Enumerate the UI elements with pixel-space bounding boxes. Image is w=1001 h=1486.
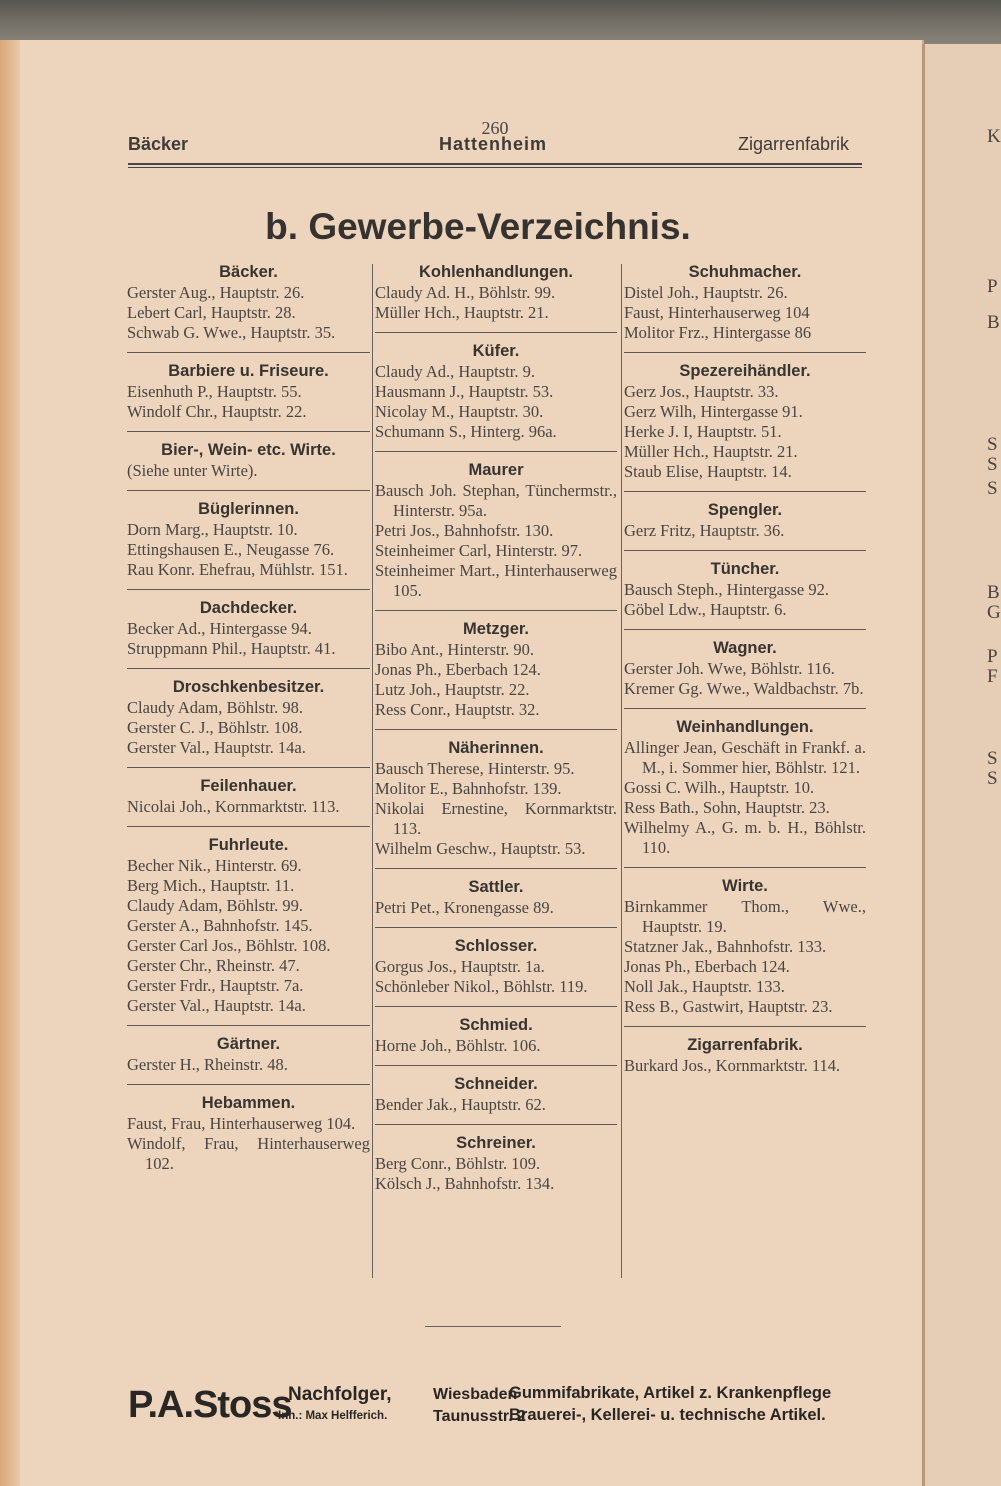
section-divider — [624, 550, 866, 551]
trade-heading: Metzger. — [462, 620, 530, 638]
section-divider — [624, 352, 866, 353]
directory-entry: Gerster C. J., Böhlstr. 108. — [127, 718, 303, 737]
section-divider — [127, 826, 370, 827]
trade-section — [127, 598, 370, 659]
directory-entry: Lutz Joh., Hauptstr. 22. — [375, 680, 530, 699]
trade-heading: Hebammen. — [201, 1094, 296, 1112]
section-divider — [375, 927, 617, 928]
ad-firm: P.A.Stoss — [128, 1384, 292, 1426]
section-divider — [127, 1084, 370, 1085]
directory-entry: Noll Jak., Hauptstr. 133. — [624, 977, 785, 996]
trade-column-2 — [375, 262, 617, 1194]
trade-section — [375, 460, 617, 601]
directory-entry: Bausch Joh. Stephan, Tünchermstr., Hinterstr. 95a. — [375, 481, 617, 520]
section-divider — [127, 490, 370, 491]
directory-entry: Windolf, Frau, Hinterhauserweg 102. — [127, 1134, 370, 1173]
directory-entry: Gerster Val., Hauptstr. 14a. — [127, 738, 306, 757]
section-divider — [127, 767, 370, 768]
directory-entry: Jonas Ph., Eberbach 124. — [375, 660, 541, 679]
directory-entry: Wilhelm Geschw., Hauptstr. 53. — [375, 839, 586, 858]
directory-entry: Gerster Frdr., Hauptstr. 7a. — [127, 976, 304, 995]
trade-section — [375, 877, 617, 918]
trade-section — [375, 341, 617, 442]
directory-entry: Molitor Frz., Hintergasse 86 — [624, 323, 812, 342]
trade-column-3 — [624, 262, 866, 1076]
directory-entry: Petri Pet., Kronengasse 89. — [375, 898, 554, 917]
directory-entry: Windolf Chr., Hauptstr. 22. — [127, 402, 307, 421]
trade-heading: Zigarrenfabrik. — [687, 1036, 803, 1054]
column-divider — [621, 264, 622, 1278]
trade-heading: Gärtner. — [216, 1035, 281, 1053]
trade-heading: Spengler. — [707, 501, 783, 519]
trade-section — [375, 1074, 617, 1115]
adjacent-page-letter: G — [987, 602, 1001, 623]
directory-entry: Gerster A., Bahnhofstr. 145. — [127, 916, 313, 935]
directory-entry: (Siehe unter Wirte). — [127, 461, 258, 480]
header-right: Zigarrenfabrik — [738, 134, 850, 154]
section-divider — [127, 1025, 370, 1026]
directory-entry: Lebert Carl, Hauptstr. 28. — [127, 303, 296, 322]
directory-entry: Faust, Frau, Hinterhauserweg 104. — [127, 1114, 356, 1133]
directory-entry: Steinheimer Mart., Hinterhauserweg 105. — [375, 561, 617, 600]
ad-street: Taunusstr. 2 — [433, 1408, 527, 1425]
section-divider — [375, 1006, 617, 1007]
directory-entry: Schumann S., Hinterg. 96a. — [375, 422, 557, 441]
directory-entry: Göbel Ldw., Hauptstr. 6. — [624, 600, 787, 619]
directory-entry: Eisenhuth P., Hauptstr. 55. — [127, 382, 302, 401]
directory-entry: Gerster Chr., Rheinstr. 47. — [127, 956, 300, 975]
book-edge — [0, 0, 1001, 44]
trade-heading: Droschkenbesitzer. — [172, 678, 325, 696]
directory-entry: Ettingshausen E., Neugasse 76. — [127, 540, 335, 559]
directory-entry: Gerster Joh. Wwe, Böhlstr. 116. — [624, 659, 835, 678]
section-divider — [375, 1065, 617, 1066]
trade-section — [624, 559, 866, 620]
section-divider — [375, 610, 617, 611]
directory-entry: Distel Joh., Hauptstr. 26. — [624, 283, 788, 302]
directory-entry: Birnkammer Thom., Wwe., Hauptstr. 19. — [624, 897, 866, 936]
directory-entry: Gerster Aug., Hauptstr. 26. — [127, 283, 305, 302]
trade-heading: Maurer — [468, 461, 524, 479]
adjacent-page-letter: P — [987, 646, 998, 667]
trade-heading: Wirte. — [722, 877, 768, 895]
section-divider — [624, 1026, 866, 1027]
section-divider — [127, 431, 370, 432]
section-divider — [127, 352, 370, 353]
directory-entry: Claudy Ad. H., Böhlstr. 99. — [375, 283, 556, 302]
directory-entry: Statzner Jak., Bahnhofstr. 133. — [624, 937, 827, 956]
trade-heading: Schmied. — [459, 1016, 533, 1034]
ad-products-2: Brauerei-, Kellerei- u. technische Artikel. — [509, 1406, 826, 1424]
trade-heading: Dachdecker. — [199, 599, 298, 617]
adjacent-page-letter: S — [987, 454, 998, 475]
directory-entry: Kremer Gg. Wwe., Waldbachstr. 7b. — [624, 679, 864, 698]
trade-heading: Bäcker. — [219, 263, 278, 281]
directory-entry: Kölsch J., Bahnhofstr. 134. — [375, 1174, 555, 1193]
directory-entry: Claudy Ad., Hauptstr. 9. — [375, 362, 535, 381]
directory-entry: Gerz Jos., Hauptstr. 33. — [624, 382, 779, 401]
directory-entry: Ress B., Gastwirt, Hauptstr. 23. — [624, 997, 833, 1016]
adjacent-page-letter: S — [987, 748, 998, 769]
directory-entry: Bausch Therese, Hinterstr. 95. — [375, 759, 575, 778]
directory-entry: Horne Joh., Böhlstr. 106. — [375, 1036, 541, 1055]
section-title: b. Gewerbe-Verzeichnis. — [265, 206, 691, 247]
directory-entry: Steinheimer Carl, Hinterstr. 97. — [375, 541, 583, 560]
directory-entry: Nicolay M., Hauptstr. 30. — [375, 402, 544, 421]
adjacent-page-letter: S — [987, 478, 998, 499]
directory-entry: Gerster Val., Hauptstr. 14a. — [127, 996, 306, 1015]
directory-entry: Hausmann J., Hauptstr. 53. — [375, 382, 554, 401]
directory-entry: Petri Jos., Bahnhofstr. 130. — [375, 521, 554, 540]
header-center: Hattenheim — [438, 134, 547, 154]
directory-entry: Herke J. I, Hauptstr. 51. — [624, 422, 782, 441]
trade-section — [127, 440, 370, 481]
trade-heading: Schlosser. — [454, 937, 538, 955]
directory-entry: Schönleber Nikol., Böhlstr. 119. — [375, 977, 588, 996]
trade-heading: Küfer. — [472, 342, 520, 360]
adjacent-page-letter: F — [987, 666, 998, 687]
trade-heading: Wagner. — [713, 639, 777, 657]
trade-section — [624, 361, 866, 482]
trade-heading: Tüncher. — [710, 560, 780, 578]
adjacent-page-letter: S — [987, 768, 998, 789]
directory-entry: Allinger Jean, Geschäft in Frankf. a. M., i. Sommer hier, Böhlstr. 121. — [624, 738, 866, 777]
directory-entry: Claudy Adam, Böhlstr. 99. — [127, 896, 304, 915]
trade-section — [624, 1035, 866, 1076]
ad-owner: Inh.: Max Helfferich. — [278, 1410, 388, 1422]
ad-city: Wiesbaden — [433, 1386, 518, 1403]
column-divider — [372, 264, 373, 1278]
adjacent-page-letter: S — [987, 434, 998, 455]
trade-heading: Büglerinnen. — [198, 500, 299, 518]
trade-section — [624, 717, 866, 858]
page-number: 260 — [481, 118, 509, 138]
directory-entry: Schwab G. Wwe., Hauptstr. 35. — [127, 323, 336, 342]
trade-section — [375, 262, 617, 323]
trade-section — [624, 638, 866, 699]
section-divider — [375, 868, 617, 869]
directory-entry: Ress Conr., Hauptstr. 32. — [375, 700, 540, 719]
ad-suffix: Nachfolger, — [288, 1384, 392, 1405]
trade-heading: Barbiere u. Friseure. — [168, 362, 329, 380]
directory-entry: Struppmann Phil., Hauptstr. 41. — [127, 639, 336, 658]
trade-section — [624, 262, 866, 343]
trade-section — [127, 262, 370, 343]
trade-heading: Kohlenhandlungen. — [419, 263, 573, 281]
trade-heading: Sattler. — [468, 878, 524, 896]
directory-entry: Faust, Hinterhauserweg 104 — [624, 303, 810, 322]
trade-heading: Schuhmacher. — [688, 263, 802, 281]
directory-entry: Müller Hch., Hauptstr. 21. — [375, 303, 549, 322]
directory-entry: Becher Nik., Hinterstr. 69. — [127, 856, 302, 875]
header-left: Bäcker — [128, 134, 189, 154]
trade-section — [375, 738, 617, 859]
section-divider — [127, 668, 370, 669]
adjacent-page-letter: B — [987, 582, 1000, 603]
directory-entry: Gerz Wilh, Hintergasse 91. — [624, 402, 803, 421]
adjacent-page-letter: B — [987, 312, 1000, 333]
advertisement — [128, 1382, 870, 1432]
header-rule — [128, 163, 862, 165]
section-divider — [127, 589, 370, 590]
directory-entry: Nikolai Ernestine, Kornmarktstr. 113. — [375, 799, 617, 838]
directory-entry: Becker Ad., Hintergasse 94. — [127, 619, 312, 638]
trade-section — [127, 499, 370, 580]
trade-heading: Weinhandlungen. — [676, 718, 814, 736]
directory-entry: Nicolai Joh., Kornmarktstr. 113. — [127, 797, 340, 816]
trade-section — [127, 1093, 370, 1174]
directory-entry: Wilhelmy A., G. m. b. H., Böhlstr. 110. — [624, 818, 866, 857]
directory-entry: Rau Konr. Ehefrau, Mühlstr. 151. — [127, 560, 348, 579]
section-divider — [624, 491, 866, 492]
directory-entry: Berg Conr., Böhlstr. 109. — [375, 1154, 541, 1173]
trade-section — [127, 677, 370, 758]
directory-entry: Gerster Carl Jos., Böhlstr. 108. — [127, 936, 331, 955]
directory-entry: Bausch Steph., Hintergasse 92. — [624, 580, 830, 599]
section-divider — [624, 867, 866, 868]
directory-entry: Jonas Ph., Eberbach 124. — [624, 957, 790, 976]
trade-section — [127, 361, 370, 422]
ad-products-1: Gummifabrikate, Artikel z. Krankenpflege — [509, 1384, 832, 1402]
trade-section — [127, 1034, 370, 1075]
trade-section — [375, 619, 617, 720]
directory-entry: Bender Jak., Hauptstr. 62. — [375, 1095, 546, 1114]
trade-heading: Schreiner. — [456, 1134, 536, 1152]
directory-entry: Gorgus Jos., Hauptstr. 1a. — [375, 957, 545, 976]
directory-entry: Burkard Jos., Kornmarktstr. 114. — [624, 1056, 841, 1075]
trade-column-1 — [127, 262, 370, 1174]
section-divider — [375, 451, 617, 452]
trade-heading: Näherinnen. — [448, 739, 544, 757]
trade-section — [375, 1015, 617, 1056]
trade-section — [375, 1133, 617, 1194]
section-divider — [375, 332, 617, 333]
directory-entry: Ress Bath., Sohn, Hauptstr. 23. — [624, 798, 830, 817]
trade-heading: Schneider. — [454, 1075, 538, 1093]
directory-entry: Staub Elise, Hauptstr. 14. — [624, 462, 792, 481]
directory-entry: Claudy Adam, Böhlstr. 98. — [127, 698, 304, 717]
directory-entry: Gossi C. Wilh., Hauptstr. 10. — [624, 778, 815, 797]
trade-section — [127, 835, 370, 1016]
end-rule — [425, 1326, 561, 1327]
adjacent-page-letter: K — [987, 126, 1001, 147]
trade-heading: Bier-, Wein- etc. Wirte. — [161, 441, 336, 459]
section-divider — [375, 729, 617, 730]
directory-entry: Dorn Marg., Hauptstr. 10. — [127, 520, 298, 539]
section-divider — [624, 629, 866, 630]
trade-heading: Feilenhauer. — [200, 777, 297, 795]
directory-entry: Müller Hch., Hauptstr. 21. — [624, 442, 798, 461]
section-divider — [375, 1124, 617, 1125]
section-divider — [624, 708, 866, 709]
trade-section — [624, 500, 866, 541]
directory-entry: Molitor E., Bahnhofstr. 139. — [375, 779, 562, 798]
trade-heading: Spezereihändler. — [679, 362, 811, 380]
directory-entry: Berg Mich., Hauptstr. 11. — [127, 876, 295, 895]
trade-section — [624, 876, 866, 1017]
directory-entry: Bibo Ant., Hinterstr. 90. — [375, 640, 535, 659]
directory-entry: Gerster H., Rheinstr. 48. — [127, 1055, 288, 1074]
directory-entry: Gerz Fritz, Hauptstr. 36. — [624, 521, 785, 540]
trade-heading: Fuhrleute. — [208, 836, 289, 854]
trade-section — [127, 776, 370, 817]
adjacent-page-letter: P — [987, 276, 998, 297]
adjacent-page-edge — [922, 44, 1001, 1486]
header-rule-thin — [128, 167, 862, 168]
trade-section — [375, 936, 617, 997]
